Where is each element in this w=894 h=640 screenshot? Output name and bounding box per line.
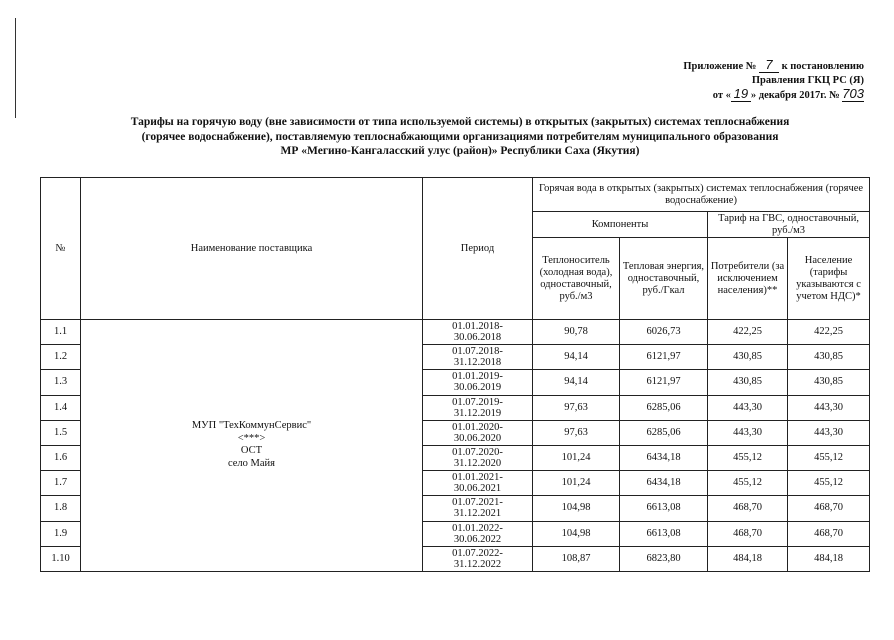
energy-value: 6434,18	[620, 471, 708, 496]
period-start: 01.07.2019-	[452, 396, 503, 408]
population-value: 468,70	[788, 521, 870, 546]
header-population: Население (тарифы указываются с учетом НДС)*	[788, 238, 870, 320]
energy-value: 6823,80	[620, 546, 708, 571]
population-value: 484,18	[788, 546, 870, 571]
population-value: 455,12	[788, 471, 870, 496]
row-num: 1.10	[41, 546, 81, 571]
row-num: 1.1	[41, 320, 81, 345]
population-value: 422,25	[788, 320, 870, 345]
header-supplier: Наименование поставщика	[81, 178, 423, 320]
population-value: 430,85	[788, 345, 870, 370]
period-start: 01.07.2020-	[452, 447, 503, 459]
period-cell	[423, 445, 533, 470]
title-line-2: (горячее водоснабжение), поставляемую теплоснабжающими организациями потребителям муниципального образования	[141, 130, 779, 143]
period-start: 01.07.2018-	[452, 346, 503, 358]
appendix-line-3	[634, 87, 864, 103]
consumers-value: 455,12	[708, 471, 788, 496]
period-start: 01.01.2021-	[452, 472, 503, 484]
header-num: №	[41, 178, 81, 320]
date-prefix: от «	[712, 90, 731, 101]
period-cell	[423, 420, 533, 445]
appendix-block	[634, 58, 864, 103]
supplier-mark: <***>	[237, 432, 266, 444]
period-cell	[423, 521, 533, 546]
period-cell	[423, 496, 533, 521]
consumers-value: 422,25	[708, 320, 788, 345]
row-num: 1.2	[41, 345, 81, 370]
header-period: Период	[423, 178, 533, 320]
period-end: 31.12.2019	[453, 407, 502, 419]
period-end: 31.12.2020	[453, 458, 502, 470]
row-num: 1.7	[41, 471, 81, 496]
carrier-value: 97,63	[533, 420, 620, 445]
carrier-value: 108,87	[533, 546, 620, 571]
consumers-value: 443,30	[708, 395, 788, 420]
appendix-line-2: Правления ГКЦ РС (Я)	[751, 74, 864, 86]
energy-value: 6121,97	[620, 370, 708, 395]
period-start: 01.07.2021-	[452, 497, 503, 509]
title-line-1: Тарифы на горячую воду (вне зависимости от типа используемой системы) в открытых (закрытых) системах теплоснабжения	[130, 116, 790, 128]
header-components: Компоненты	[533, 212, 708, 238]
period-end: 31.12.2022	[453, 558, 502, 570]
period-cell	[423, 370, 533, 395]
table-row	[41, 320, 870, 345]
carrier-value: 94,14	[533, 370, 620, 395]
period-end: 30.06.2018	[453, 332, 502, 344]
row-num: 1.9	[41, 521, 81, 546]
energy-value: 6285,06	[620, 420, 708, 445]
population-value: 443,30	[788, 395, 870, 420]
consumers-value: 455,12	[708, 445, 788, 470]
energy-value: 6285,06	[620, 395, 708, 420]
energy-value: 6121,97	[620, 345, 708, 370]
period-cell	[423, 395, 533, 420]
period-end: 31.12.2021	[453, 508, 502, 520]
header-carrier: Теплоноситель (холодная вода), одноставочный, руб./м3	[533, 238, 620, 320]
consumers-value: 468,70	[708, 496, 788, 521]
consumers-value: 430,85	[708, 345, 788, 370]
energy-value: 6613,08	[620, 521, 708, 546]
title-line-3: МР «Мегино-Кангаласский улус (район)» Республики Саха (Якутия)	[280, 145, 640, 157]
period-end: 30.06.2021	[453, 483, 502, 495]
table-body	[41, 320, 870, 572]
row-num: 1.3	[41, 370, 81, 395]
consumers-value: 443,30	[708, 420, 788, 445]
period-start: 01.01.2019-	[452, 371, 503, 383]
consumers-value: 430,85	[708, 370, 788, 395]
appendix-line-1	[634, 58, 864, 74]
consumers-value: 468,70	[708, 521, 788, 546]
carrier-value: 104,98	[533, 521, 620, 546]
date-middle: » декабря 2017г. №	[750, 90, 840, 101]
population-value: 468,70	[788, 496, 870, 521]
tariff-table	[40, 177, 870, 572]
period-end: 31.12.2018	[453, 357, 502, 369]
document-title	[40, 115, 880, 159]
supplier-name: МУП "ТехКоммунСервис"	[191, 420, 312, 432]
carrier-value: 97,63	[533, 395, 620, 420]
row-num: 1.8	[41, 496, 81, 521]
population-value: 443,30	[788, 420, 870, 445]
period-cell	[423, 546, 533, 571]
consumers-value: 484,18	[708, 546, 788, 571]
carrier-value: 94,14	[533, 345, 620, 370]
supplier-place: село Майя	[227, 457, 275, 469]
appendix-prefix: Приложение №	[683, 61, 757, 72]
carrier-value: 101,24	[533, 471, 620, 496]
appendix-number: 7	[759, 58, 779, 73]
page-edge-line	[15, 18, 16, 118]
population-value: 455,12	[788, 445, 870, 470]
period-end: 30.06.2020	[453, 432, 502, 444]
energy-value: 6026,73	[620, 320, 708, 345]
period-cell	[423, 345, 533, 370]
period-start: 01.07.2022-	[452, 547, 503, 559]
energy-value: 6434,18	[620, 445, 708, 470]
population-value: 430,85	[788, 370, 870, 395]
period-start: 01.01.2022-	[452, 522, 503, 534]
period-end: 30.06.2022	[453, 533, 502, 545]
supplier-cell	[81, 320, 423, 572]
period-end: 30.06.2019	[453, 382, 502, 394]
period-start: 01.01.2020-	[452, 421, 503, 433]
appendix-suffix: к постановлению	[781, 61, 864, 72]
carrier-value: 104,98	[533, 496, 620, 521]
header-energy: Тепловая энергия, одноставочный, руб./Гкал	[620, 238, 708, 320]
header-group: Горячая вода в открытых (закрытых) системах теплоснабжения (горячее водоснабжение)	[533, 178, 870, 212]
row-num: 1.4	[41, 395, 81, 420]
energy-value: 6613,08	[620, 496, 708, 521]
supplier-type: ОСТ	[240, 445, 263, 457]
header-consumers: Потребители (за исключением населения)**	[708, 238, 788, 320]
period-cell	[423, 471, 533, 496]
carrier-value: 90,78	[533, 320, 620, 345]
row-num: 1.6	[41, 445, 81, 470]
row-num: 1.5	[41, 420, 81, 445]
document-number: 703	[842, 86, 864, 101]
period-cell	[423, 320, 533, 345]
carrier-value: 101,24	[533, 445, 620, 470]
date-day: 19	[731, 87, 751, 102]
period-start: 01.01.2018-	[452, 321, 503, 333]
header-tariff: Тариф на ГВС, одноставочный, руб./м3	[708, 212, 870, 238]
